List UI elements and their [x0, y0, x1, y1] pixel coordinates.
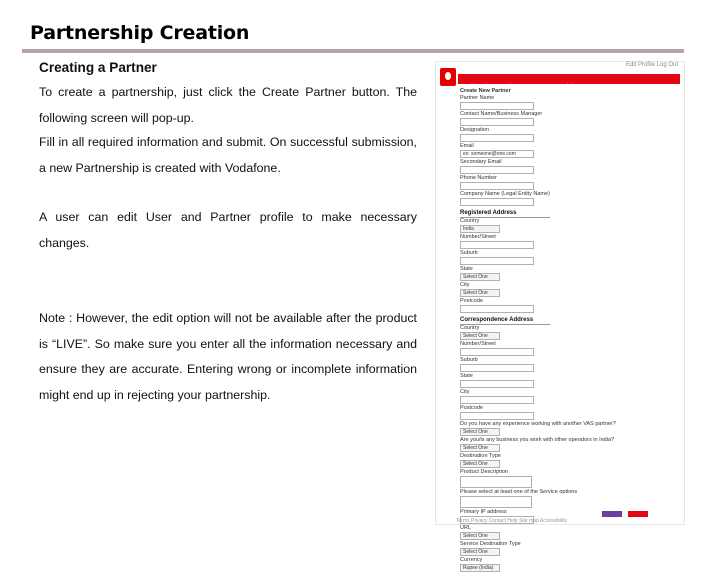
submit-button — [602, 511, 622, 517]
form-field-label: Are you/is any business you work with other operators in India? — [460, 437, 615, 443]
vodafone-logo-icon — [440, 68, 456, 86]
form-text-input — [460, 257, 534, 265]
form-text-input — [460, 305, 534, 313]
form-text-input — [460, 198, 534, 206]
form-field-label: Country — [460, 325, 480, 331]
form-field-label: Partner Name — [460, 95, 495, 101]
form-field-label: Product Description — [460, 469, 508, 475]
form-field-label: City — [460, 282, 470, 288]
form-field-label: Suburb — [460, 357, 478, 363]
form-select: Select One — [460, 332, 500, 340]
screenshot-footer: Terms Privacy Contact Help Site map Accessibility — [456, 518, 568, 524]
nav-item: Dashboard — [463, 83, 487, 88]
form-field-label: Number/Street — [460, 234, 496, 240]
cancel-button — [628, 511, 648, 517]
form-select: Select One — [460, 548, 500, 556]
form-field-label: Secondary Email — [460, 159, 502, 165]
screenshot-buttons — [600, 504, 648, 522]
form-field-label: URL — [460, 525, 472, 531]
form-select: Select One — [460, 460, 500, 468]
form-title: Create New Partner — [460, 88, 511, 94]
form-section-heading: Correspondence Address — [460, 316, 550, 325]
form-select: Rupee (India) — [460, 564, 500, 572]
form-field-label: Designation — [460, 127, 490, 133]
title-divider — [22, 49, 684, 53]
form-field-label: Suburb — [460, 250, 478, 256]
form-select: India — [460, 225, 500, 233]
form-text-input — [460, 348, 534, 356]
form-field-label: Number/Street — [460, 341, 496, 347]
form-fields — [460, 95, 680, 572]
screenshot-nav-bar — [458, 74, 680, 88]
nav-item: Products — [500, 83, 521, 88]
form-textarea — [460, 496, 532, 508]
form-field-label: State — [460, 373, 473, 379]
form-select: Select One — [460, 289, 500, 297]
form-text-input — [460, 396, 534, 404]
form-field-label: Do you have any experience working with another VAS partner? — [460, 421, 616, 427]
screenshot-top-links: Edit Profile Log Out — [625, 62, 678, 68]
section-subtitle: Creating a Partner — [39, 60, 157, 75]
paragraph-create: To create a partnership, just click the Create Partner button. The following screen will pop-up. — [39, 85, 417, 125]
form-field-label: Primary IP address — [460, 509, 507, 515]
form-select: Select One — [460, 428, 500, 436]
form-select: Select One — [460, 532, 500, 540]
form-field-label: Email — [460, 143, 474, 149]
form-select: Select One — [460, 273, 500, 281]
nav-item: Test — [534, 83, 544, 88]
form-select: Select One — [460, 444, 500, 452]
form-text-input — [460, 364, 534, 372]
screenshot-form — [460, 88, 680, 573]
form-field-label: Postcode — [460, 298, 483, 304]
form-section-heading: Registered Address — [460, 209, 550, 218]
form-text-input — [460, 134, 534, 142]
paragraph-fill: Fill in all required information and submit. On successful submission, a new Partnership is created with Vodafone. — [39, 135, 417, 175]
form-text-input — [460, 241, 534, 249]
form-screenshot — [436, 62, 684, 571]
form-field-label: State — [460, 266, 473, 272]
form-text-input — [460, 102, 534, 110]
form-field-label: Destination Type — [460, 453, 501, 459]
form-field-label: Please select at least one of the Service options — [460, 489, 578, 495]
paragraph-edit: A user can edit User and Partner profile to make necessary changes. — [39, 210, 417, 250]
form-field-label: Service Destination Type — [460, 541, 521, 547]
form-text-input — [460, 166, 534, 174]
form-text-input: ex: someone@one.com — [460, 150, 534, 158]
form-field-label: Company Name (Legal Entity Name) — [460, 191, 550, 197]
paragraph-note: Note : However, the edit option will not be available after the product is “LIVE”. So make sure you enter all the information necessary and ensure they are accurate. Entering wrong or incomplete information might end up in rejecting your partnership. — [39, 311, 417, 402]
form-field-label: Currency — [460, 557, 483, 563]
form-textarea — [460, 476, 532, 488]
form-field-label: Phone Number — [460, 175, 497, 181]
form-text-input — [460, 380, 534, 388]
form-text-input — [460, 412, 534, 420]
form-field-label: Country — [460, 218, 480, 224]
form-text-input — [460, 118, 534, 126]
form-field-label: City — [460, 389, 470, 395]
page-title: Partnership Creation — [30, 22, 250, 44]
form-text-input — [460, 182, 534, 190]
form-field-label: Contact Name/Business Manager — [460, 111, 543, 117]
form-field-label: Postcode — [460, 405, 483, 411]
nav-item: Analytics — [558, 83, 579, 88]
